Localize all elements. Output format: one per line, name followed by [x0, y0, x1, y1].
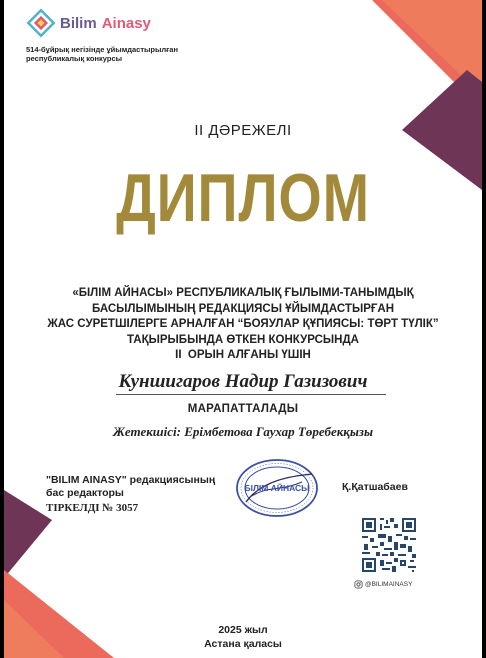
award-reason-line: «БІЛІМ АЙНАСЫ» РЕСПУБЛИКАЛЫҚ ҒЫЛЫМИ-ТАНЫМДЫҚ	[72, 287, 414, 299]
brand-name-part1: Bilim	[60, 14, 97, 32]
brand-name	[60, 15, 151, 32]
official-stamp	[232, 456, 322, 520]
recipient-underline	[116, 394, 386, 395]
issue-city: Астана қаласы	[204, 638, 282, 650]
social-handle[interactable]	[354, 580, 412, 589]
supervisor-line: Жетекшісі: Ерімбетова Гаухар Төребекқызы	[112, 424, 374, 439]
editor-title-line1: "BILIM AINASY" редакциясының	[46, 474, 216, 486]
brand-logo	[26, 8, 151, 38]
award-reason-line: БАСЫЛЫМЫНЫҢ РЕДАКЦИЯСЫ ҰЙЫМДАСТЫРҒАН	[92, 302, 394, 315]
qr-code[interactable]	[360, 516, 418, 574]
degree-label: II ДӘРЕЖЕЛІ	[194, 122, 292, 139]
logo-diamond-icon	[26, 8, 56, 38]
certificate-page	[4, 0, 482, 658]
issue-year: 2025 жыл	[218, 624, 268, 636]
social-handle-text: @BILIMAINASY	[365, 581, 413, 588]
award-reason-line: ЖАС СУРЕТШІЛЕРГЕ АРНАЛҒАН “БОЯУЛАР ҚҰПИЯСЫ: ТӨРТ ТҮЛІК”	[47, 318, 439, 330]
award-reason	[24, 286, 462, 364]
award-reason-line: ТАҚЫРЫБЫНДА ӨТКЕН КОНКУРСЫНДА	[127, 333, 359, 346]
logo-subtitle: 514-бұйрық негізінде ұйымдастырылған республикалық конкурсы	[26, 45, 179, 63]
award-reason-line: II ОРЫН АЛҒАНЫ ҮШІН	[175, 349, 311, 361]
instagram-icon	[354, 580, 363, 589]
diploma-title: ДИПЛОМ	[116, 160, 370, 236]
recipient-name: Куншигаров Надир Газизович	[118, 371, 368, 392]
editor-title	[46, 474, 215, 500]
brand-name-part2: Ainasy	[101, 14, 151, 32]
awarded-label: МАРАПАТТАЛАДЫ	[187, 403, 299, 415]
stamp-text: БІЛІМ АЙНАСЫ	[244, 483, 310, 493]
signer-name: Қ.Қатшабаев	[342, 481, 408, 493]
registration-number: ТІРКЕЛДІ № 3057	[46, 502, 139, 514]
editor-title-line2: бас редакторы	[46, 487, 124, 499]
